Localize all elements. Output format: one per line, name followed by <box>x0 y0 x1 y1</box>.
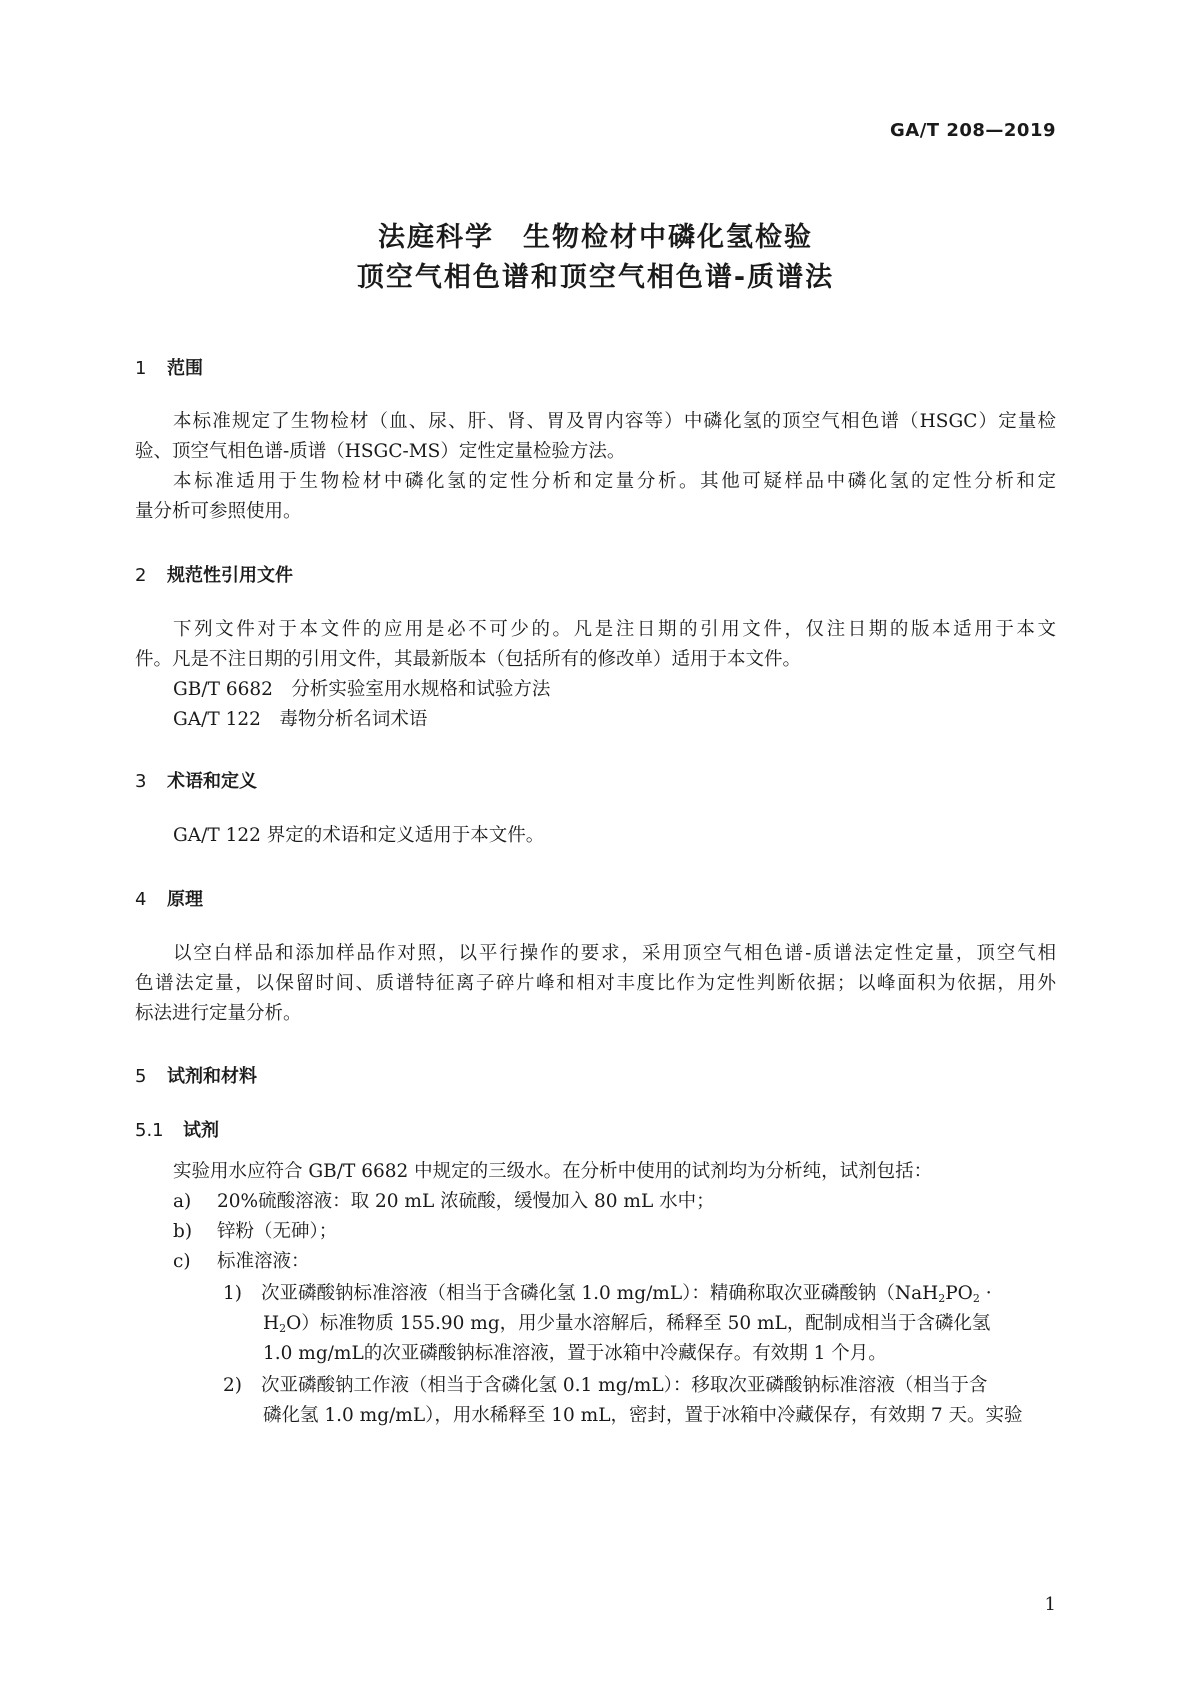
page-number: 1 <box>1044 1594 1056 1615</box>
list-text: O）标准物质 155.90 mg，用少量水溶解后，稀释至 50 mL，配制成相当于含磷化氢 <box>286 1313 991 1334</box>
list-text: H <box>263 1313 280 1334</box>
list-text: 次亚磷酸钠标准溶液（相当于含磷化氢 1.0 mg/mL）：精确称取次亚磷酸钠（NaH <box>261 1283 939 1304</box>
list-text: 次亚磷酸钠工作液（相当于含磷化氢 0.1 mg/mL）：移取次亚磷酸钠标准溶液（相当于含 <box>261 1375 988 1396</box>
paragraph-line: 验、顶空气相色谱-质谱（HSGC-MS）定性定量检验方法。 <box>135 441 626 462</box>
list-label: 1) <box>223 1283 242 1304</box>
section-1-heading <box>135 354 203 380</box>
subscript: 2 <box>972 1292 980 1305</box>
paragraph-line: GA/T 122 界定的术语和定义适用于本文件。 <box>173 825 545 846</box>
section-5-1-heading <box>135 1116 219 1142</box>
sublist-continuation: 磷化氢 1.0 mg/mL），用水稀释至 10 mL，密封，置于冰箱中冷藏保存，有效期 7 天。实验 <box>263 1405 1023 1426</box>
list-text: · <box>979 1283 992 1304</box>
title-line-2: 顶空气相色谱和顶空气相色谱-质谱法 <box>356 262 835 293</box>
section-4-heading <box>135 885 203 911</box>
paragraph-line: 件。凡是不注日期的引用文件，其最新版本（包括所有的修改单）适用于本文件。 <box>135 649 802 670</box>
reference-item: GA/T 122 毒物分析名词术语 <box>173 709 428 730</box>
subscript: 2 <box>938 1292 946 1305</box>
list-text: 标准溶液： <box>217 1251 310 1272</box>
paragraph-line: 标法进行定量分析。 <box>135 1003 302 1024</box>
reference-item: GB/T 6682 分析实验室用水规格和试验方法 <box>173 679 551 700</box>
sublist-continuation <box>263 1310 1056 1343</box>
section-title: 规范性引用文件 <box>167 565 293 586</box>
sublist-continuation: 1.0 mg/mL的次亚磷酸钠标准溶液，置于冰箱中冷藏保存。有效期 1 个月。 <box>263 1343 887 1364</box>
section-number: 4 <box>135 889 147 910</box>
list-label: c) <box>173 1251 191 1272</box>
section-number: 5 <box>135 1066 147 1087</box>
list-label: a) <box>173 1191 192 1212</box>
section-number: 1 <box>135 358 147 379</box>
section-title: 试剂 <box>183 1120 219 1141</box>
paragraph-line: 本标准适用于生物检材中磷化氢的定性分析和定量分析。其他可疑样品中磷化氢的定性分析和定 <box>173 471 1056 492</box>
list-label: b) <box>173 1221 193 1242</box>
list-text: 锌粉（无砷）； <box>217 1221 338 1242</box>
section-5-heading <box>135 1062 257 1088</box>
list-text: 20%硫酸溶液：取 20 mL 浓硫酸，缓慢加入 80 mL 水中； <box>217 1191 715 1212</box>
paragraph-line: 本标准规定了生物检材（血、尿、肝、肾、胃及胃内容等）中磷化氢的顶空气相色谱（HSGC）定量检 <box>173 411 1056 432</box>
paragraph-line: 实验用水应符合 GB/T 6682 中规定的三级水。在分析中使用的试剂均为分析纯，试剂包括： <box>173 1161 933 1182</box>
section-3-heading <box>135 767 257 793</box>
section-number: 2 <box>135 565 147 586</box>
list-item <box>173 1248 1056 1276</box>
section-number: 5.1 <box>135 1120 164 1141</box>
title-line-1: 法庭科学 生物检材中磷化氢检验 <box>378 222 813 253</box>
sublist-item <box>223 1280 1056 1313</box>
section-title: 范围 <box>167 358 203 379</box>
section-number: 3 <box>135 771 147 792</box>
list-label: 2) <box>223 1375 242 1396</box>
document-number: GA/T 208—2019 <box>890 120 1056 141</box>
section-2-heading <box>135 561 293 587</box>
list-text: PO <box>945 1283 973 1304</box>
paragraph-line: 以空白样品和添加样品作对照，以平行操作的要求，采用顶空气相色谱-质谱法定性定量，顶空气相 <box>173 943 1056 964</box>
sublist-item <box>223 1372 1056 1400</box>
paragraph-line: 量分析可参照使用。 <box>135 501 302 522</box>
subscript: 2 <box>279 1322 287 1335</box>
paragraph-line: 色谱法定量，以保留时间、质谱特征离子碎片峰和相对丰度比作为定性判断依据；以峰面积为依据，用外 <box>135 973 1056 994</box>
list-item <box>173 1218 1056 1246</box>
list-item <box>173 1188 1056 1216</box>
section-title: 试剂和材料 <box>167 1066 257 1087</box>
section-title: 原理 <box>167 889 203 910</box>
section-title: 术语和定义 <box>167 771 257 792</box>
paragraph-line: 下列文件对于本文件的应用是必不可少的。凡是注日期的引用文件，仅注日期的版本适用于本文 <box>173 619 1056 640</box>
